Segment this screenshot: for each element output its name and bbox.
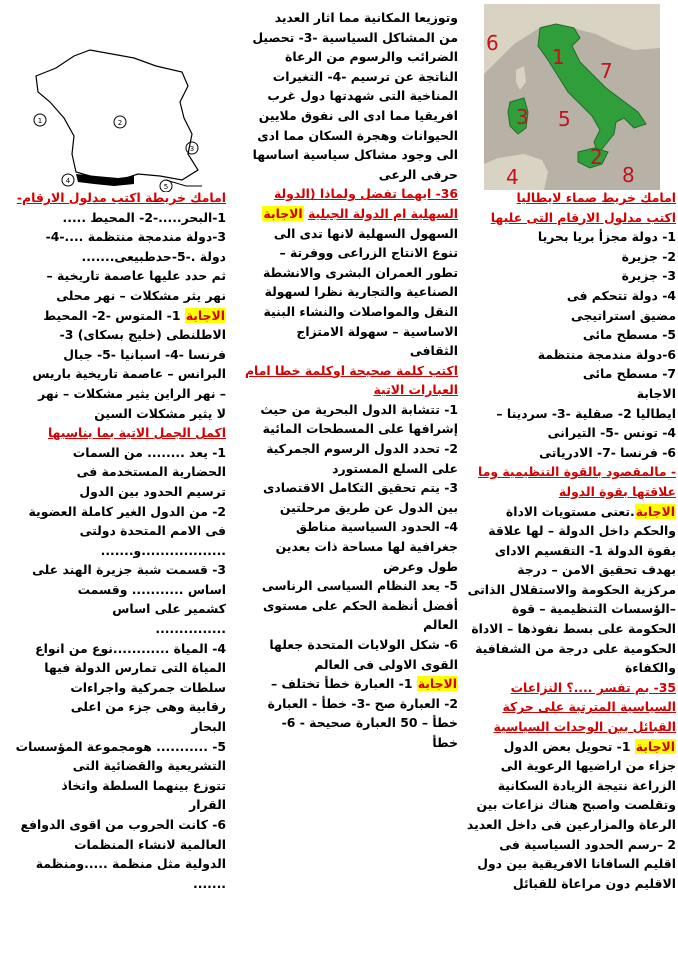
text-line: سلطات جمركية واجراءات <box>70 679 226 695</box>
france-label-3: 3 <box>189 145 195 153</box>
italy-label-8: 8 <box>622 163 635 187</box>
text-line: الناتجة عن ترسيم -4- التغيرات <box>272 68 458 84</box>
text-line: 2- تحدد الدول الرسوم الجمركية <box>266 441 458 457</box>
france-blank-map <box>16 46 220 192</box>
italy-label-4: 4 <box>506 165 519 189</box>
text-line: القوى الاولى فى العالم <box>314 656 458 672</box>
text-line: العالم <box>423 617 458 633</box>
italy-label-1: 1 <box>552 45 565 69</box>
text-line: 1- العبارة خطأ تختلف – <box>271 676 413 692</box>
text-line: وتوزيعا المكانية مما اثار العديد <box>274 10 458 25</box>
text-line: ............... <box>155 621 226 637</box>
text-line: 1- يعد ........ من السمات <box>72 444 226 460</box>
text-line: 2 –رسم الحدود السياسية فى <box>499 836 676 852</box>
text-line: رقابية وهى جزء من اعلى <box>70 699 226 715</box>
text-line: حرفى الرعى <box>378 166 458 182</box>
answer-label: الاجابة <box>185 307 225 323</box>
france-question-heading: امامك خريطة اكتب مدلول الارقام- <box>16 190 226 205</box>
text-line: خطأ <box>432 734 458 750</box>
text-line: 6- كانت الحروب من اقوى الدوافع <box>20 817 226 832</box>
text-line: بقوة الدولة 1- التقسيم الاداى <box>494 542 676 558</box>
text-line: القرار <box>189 797 226 813</box>
text-line: 6- شكل الولايات المتحدة جعلها <box>269 637 458 652</box>
text-line: افريقيا مما ادى الى نفوق ملايين <box>258 107 458 123</box>
list-item: 4- دولة تتحكم فى <box>566 287 676 303</box>
list-item: دولة .-5-حدطبيعى....... <box>81 248 226 264</box>
complete-sentences-heading: اكمل الجمل الاتية بما يناسبها <box>47 425 226 441</box>
text-line: الضرائب والرسوم من الرعاة <box>285 49 458 65</box>
text-line: أفضل أنظمة الحكم على مستوى <box>263 597 458 613</box>
italy-label-2: 2 <box>590 145 603 169</box>
text-line: 5- ........... هومجموعة المؤسسات <box>15 738 226 754</box>
italy-label-7: 7 <box>600 59 613 83</box>
text-line: 3- يتم تحقيق التكامل الاقتصادى <box>263 480 458 496</box>
list-item: 3- جزيرة <box>621 268 676 284</box>
text-line: الى وجود مشاكل سياسية اساسها <box>252 147 458 163</box>
italy-blank-map <box>484 4 660 190</box>
italy-question-subheading: اكتب مدلول الارقام التى عليها <box>490 209 676 225</box>
text-line: جغرافية لها مساحة ذات بعدين <box>275 539 458 555</box>
text-line: ترسيم الحدود بين الدول <box>79 483 226 499</box>
text-line: فرنسا -4- اسبانيا -5- جبال <box>63 346 226 362</box>
italy-label-5: 5 <box>558 107 571 131</box>
question-36: 36- ايهما تفضل ولماذا (الدولة السهلية ام الدولة الجبلية <box>273 186 458 221</box>
answer-line: 4- تونس -5- التيرانى <box>547 425 676 441</box>
text-line: الحيوانات وهجرة السكان مما ادى <box>257 127 458 143</box>
italy-label-6: 6 <box>486 31 499 55</box>
text-line: الاساسية – سهولة الامتزاج <box>296 323 458 339</box>
text-line: ....... <box>193 875 226 891</box>
text-line: طول وعرض <box>382 558 458 574</box>
text-line: خطأ – 50 العبارة صحيحة - 6- <box>281 715 458 731</box>
text-line: الحضارية المستخدمة فى <box>76 464 226 480</box>
text-line: العالمية لانشاء المنظمات <box>74 836 226 852</box>
text-line: 1- المتوس -2- المحيط <box>43 307 181 323</box>
text-line: الاقليم دون مراعاة للقبائل <box>512 875 676 891</box>
text-line: 1- تحويل بعض الدول <box>503 738 631 754</box>
text-line: الدولية مثل منظمة .....ومنظمة <box>35 856 226 872</box>
text-line: الحكومة على بسط نفوذها – الاداة <box>471 621 676 637</box>
text-line: ..................و....... <box>100 542 226 558</box>
list-item: نهر يثر مشكلات – نهر محلى <box>56 287 226 303</box>
text-line: التشريعية والقضائية التى <box>72 758 226 774</box>
france-label-4: 4 <box>65 177 71 185</box>
true-false-heading: اكتب كلمة صحيحة اوكلمة خطا امام العبارات الاتية <box>244 362 458 398</box>
text-line: الرعاة والمزارعين فى داخل العديد <box>466 817 676 832</box>
text-line: البحار <box>191 719 226 735</box>
text-line: 4- الحدود السياسية مناطق <box>296 519 458 535</box>
text-line: على السلع المستورد <box>332 460 458 476</box>
text-line: 2- العبارة صح -3- خطأ - العبارة <box>267 695 458 711</box>
text-line: .تعنى مستويات الاداة <box>505 503 635 519</box>
text-line: فى الامم المتحدة دولتى <box>79 523 226 539</box>
answer-label: الاجابة <box>635 503 675 519</box>
text-line: المياة التى تمارس الدولة فيها <box>44 660 226 676</box>
text-line: – نهر الراين يثير مشكلات – نهر <box>38 385 226 401</box>
text-line: 1- تتشابة الدول البحرية من حيث <box>260 401 458 417</box>
answer-title: الاجابة <box>636 385 676 401</box>
text-line: الاطلنطى (خليج بسكاى) 3- <box>59 327 226 343</box>
text-line: كشمير على اساس <box>112 601 226 617</box>
text-line: تطور العمران البشرى والانشطة <box>263 264 458 280</box>
text-line: وتقلصت واصبح هناك نزاعات بين <box>476 797 676 813</box>
text-line: تنوع الانتاج الزراعى ووفرتة – <box>279 245 458 261</box>
list-item: 2- جزيرة <box>621 248 676 264</box>
question-35: 35- بم تفسر ....؟ النزاعات السياسية المترتبة على حركة القبائل بين الوحدات السياسية <box>493 679 676 735</box>
state-power-question: - مالمقصود بالقوة التنظيمية وما علاقتها بقوة الدولة <box>478 464 676 499</box>
text-line: 5- يعد النظام السياسى الرناسى <box>261 578 458 594</box>
list-item: 7- مسطح مائى <box>582 366 676 382</box>
france-label-1: 1 <box>37 117 43 125</box>
text-line: تتوزع بينهما السلطة واتخاذ <box>61 777 226 793</box>
text-line: اقليم السافانا الافريقية بين دول <box>477 856 676 872</box>
text-line: مركزية الحكومة والاستقلال الذاتى <box>467 581 676 597</box>
text-line: الحكومية على درجة من الشفافية <box>475 640 676 656</box>
list-item: 3-دولة مندمجة منتظمة ....-4- <box>45 229 226 245</box>
left-column <box>4 188 226 893</box>
france-label-2: 2 <box>117 119 123 127</box>
list-item: 6-دولة مندمجة منتظمة <box>537 346 676 362</box>
list-item: 5- مسطح مائى <box>582 327 676 343</box>
middle-column <box>230 8 458 753</box>
text-line: الثقافى <box>409 343 458 359</box>
text-line: اساس ........... وقسمت <box>77 581 226 597</box>
text-line: والحكم داخل الدولة – لها علاقة <box>488 523 676 539</box>
answer-label: الاجابة <box>263 205 303 221</box>
text-line: النقل والمواصلات والنشاء البنية <box>263 303 458 319</box>
italy-label-3: 3 <box>516 105 529 129</box>
text-line: إشرافها على المسطحات المائية <box>262 421 458 437</box>
text-line: المناخية التى شهدتها دول غرب <box>267 88 458 104</box>
text-line: –الؤسسات التنظيمية – قوة <box>511 601 676 617</box>
italy-question-heading: امامك خريط صماء لايطاليا <box>516 190 676 205</box>
text-line: البرانس – عاصمة تاريخية باريس <box>32 366 226 382</box>
text-line: الزراعة نتيجة الزيادة السكانية <box>497 777 676 793</box>
list-item: مضيق استراتيجى <box>570 307 676 323</box>
answer-label: الاجابة <box>417 676 457 692</box>
text-line: جزاء من اراضيها الرعوية الى <box>500 758 676 774</box>
france-label-5: 5 <box>163 183 169 191</box>
text-line: من المشاكل السياسية -3- تحصيل <box>252 29 458 45</box>
text-line: 4- المياة ............نوع من انواع <box>35 640 226 656</box>
answer-label: الاجابة <box>635 738 675 754</box>
text-line: بين الدول عن طريق مرحلتين <box>279 499 458 515</box>
text-line: 3- قسمت شبة جزيرة الهند على <box>32 562 226 578</box>
answer-line: 6- فرنسا -7- الادرياتى <box>539 444 676 460</box>
list-item: 1-البحر.....-2- المحيط ..... <box>62 209 226 225</box>
text-line: الصناعية والتجارية نظرا لسهولة <box>264 284 458 300</box>
text-line: 2- من الدول الغير كاملة العضوية <box>28 503 226 519</box>
answer-line: ايطاليا 2- صقلية -3- سردينا – <box>496 405 676 421</box>
text-line: لا يثير مشكلات السين <box>94 405 226 421</box>
right-column <box>462 188 676 893</box>
text-line: بهدف تحقيق الامن – درجة <box>517 562 676 578</box>
list-item: 1- دولة مجزأ بريا بحريا <box>537 229 676 245</box>
text-line: والكفاءة <box>624 660 676 676</box>
list-item: ثم حدد عليها عاصمة تاريخية – <box>46 268 226 284</box>
text-line: السهول السهلية لانها تدى الى <box>273 225 458 241</box>
